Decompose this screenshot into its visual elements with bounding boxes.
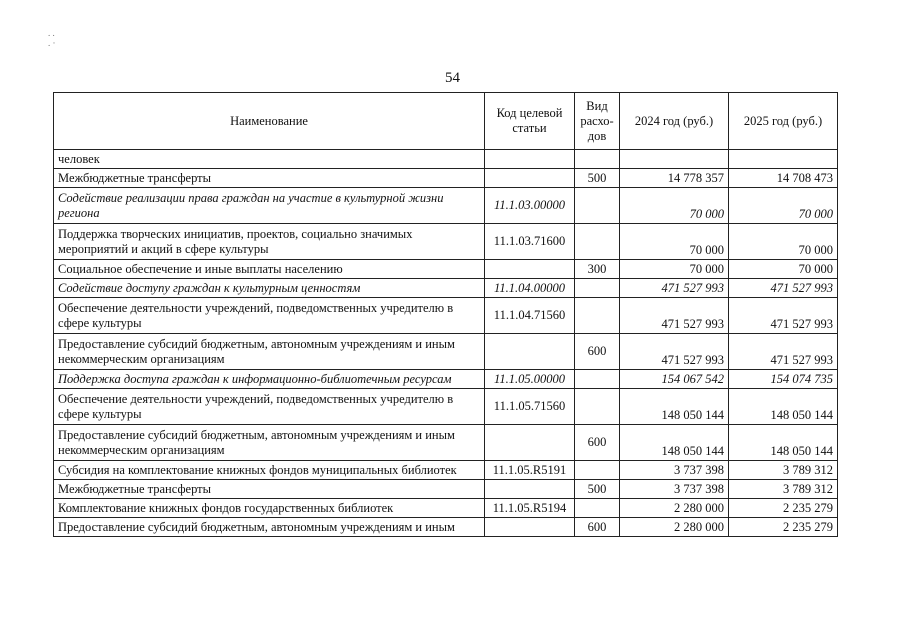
cell-type [575,461,620,480]
cell-type [575,224,620,260]
cell-name: Содействие доступу граждан к культурным ценностям [54,279,485,298]
cell-name: Комплектование книжных фондов государственных библиотек [54,499,485,518]
cell-name: человек [54,150,485,169]
cell-2024: 3 737 398 [620,480,729,499]
cell-2025: 148 050 144 [729,389,838,425]
cell-2024: 471 527 993 [620,334,729,370]
header-type: Вид расхо-дов [575,93,620,150]
table-row [54,298,838,334]
cell-type [575,389,620,425]
cell-2025: 70 000 [729,224,838,260]
cell-type: 300 [575,260,620,279]
cell-name: Обеспечение деятельности учреждений, подведомственных учредителю в сфере культуры [54,389,485,425]
cell-2025: 3 789 312 [729,461,838,480]
cell-code [485,334,575,370]
cell-2025: 3 789 312 [729,480,838,499]
cell-type [575,370,620,389]
table-row [54,499,838,518]
cell-2025: 2 235 279 [729,499,838,518]
cell-2025 [729,150,838,169]
cell-2025: 70 000 [729,188,838,224]
cell-code [485,260,575,279]
cell-type: 600 [575,334,620,370]
cell-2024: 471 527 993 [620,279,729,298]
cell-code: 11.1.05.00000 [485,370,575,389]
cell-2025: 471 527 993 [729,298,838,334]
table-row [54,279,838,298]
cell-2024 [620,150,729,169]
cell-2024: 3 737 398 [620,461,729,480]
cell-type: 600 [575,518,620,537]
cell-name: Предоставление субсидий бюджетным, автономным учреждениям и иным некоммерческим организациям [54,334,485,370]
cell-2025: 70 000 [729,260,838,279]
header-2025: 2025 год (руб.) [729,93,838,150]
cell-code: 11.1.05.R5191 [485,461,575,480]
cell-type [575,298,620,334]
cell-2024: 148 050 144 [620,425,729,461]
cell-type [575,150,620,169]
cell-code [485,425,575,461]
cell-code [485,169,575,188]
cell-name: Содействие реализации права граждан на участие в культурной жизни региона [54,188,485,224]
cell-2025: 471 527 993 [729,334,838,370]
cell-type: 500 [575,480,620,499]
cell-code: 11.1.05.71560 [485,389,575,425]
cell-code: 11.1.04.71560 [485,298,575,334]
budget-table [53,92,838,537]
cell-name: Поддержка доступа граждан к информационно-библиотечным ресурсам [54,370,485,389]
cell-2024: 148 050 144 [620,389,729,425]
cell-code: 11.1.05.R5194 [485,499,575,518]
cell-code [485,150,575,169]
table-row [54,260,838,279]
table-row [54,461,838,480]
page-number: 54 [445,70,460,86]
cell-code [485,518,575,537]
cell-2025: 14 708 473 [729,169,838,188]
cell-name: Социальное обеспечение и иные выплаты населению [54,260,485,279]
cell-2025: 2 235 279 [729,518,838,537]
cell-2024: 471 527 993 [620,298,729,334]
table-row [54,425,838,461]
table-row [54,480,838,499]
cell-code: 11.1.04.00000 [485,279,575,298]
cell-2025: 154 074 735 [729,370,838,389]
cell-2024: 70 000 [620,188,729,224]
cell-2024: 2 280 000 [620,518,729,537]
cell-2024: 154 067 542 [620,370,729,389]
cell-type [575,279,620,298]
header-2024: 2024 год (руб.) [620,93,729,150]
cell-2024: 70 000 [620,224,729,260]
cell-2024: 14 778 357 [620,169,729,188]
cell-name: Субсидия на комплектование книжных фондов муниципальных библиотек [54,461,485,480]
cell-type [575,188,620,224]
cell-code: 11.1.03.00000 [485,188,575,224]
table-row [54,169,838,188]
cell-type: 600 [575,425,620,461]
cell-code: 11.1.03.71600 [485,224,575,260]
cell-name: Поддержка творческих инициатив, проектов, социально значимых мероприятий и акций в сфере культуры [54,224,485,260]
cell-name: Межбюджетные трансферты [54,169,485,188]
cell-2024: 2 280 000 [620,499,729,518]
header-name: Наименование [54,93,485,150]
table-row [54,518,838,537]
table-row [54,389,838,425]
cell-2025: 471 527 993 [729,279,838,298]
cell-name: Межбюджетные трансферты [54,480,485,499]
table-body [54,150,838,537]
cell-type: 500 [575,169,620,188]
cell-name: Предоставление субсидий бюджетным, автономным учреждениям и иным некоммерческим организациям [54,425,485,461]
table-row [54,224,838,260]
cell-2025: 148 050 144 [729,425,838,461]
table-row [54,188,838,224]
table-row [54,370,838,389]
cell-type [575,499,620,518]
scan-marks: . . . · [48,28,56,48]
table-header-row [54,93,838,150]
table-row [54,150,838,169]
cell-name: Обеспечение деятельности учреждений, подведомственных учредителю в сфере культуры [54,298,485,334]
table-row [54,334,838,370]
header-code: Код целевой статьи [485,93,575,150]
cell-2024: 70 000 [620,260,729,279]
cell-code [485,480,575,499]
cell-name: Предоставление субсидий бюджетным, автономным учреждениям и иным [54,518,485,537]
